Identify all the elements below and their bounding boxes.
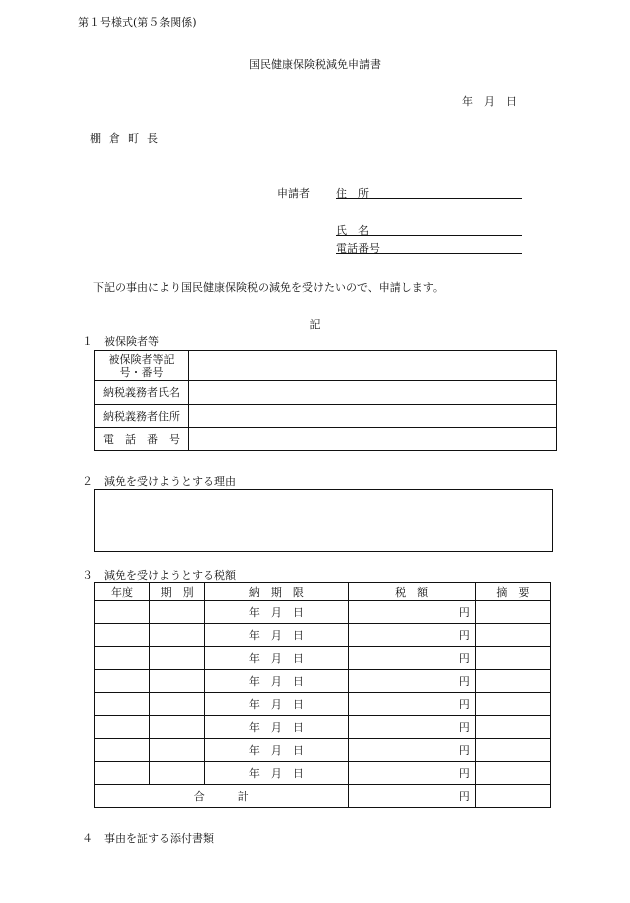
fiscal-year-cell[interactable] [95,647,150,670]
total-row [95,785,551,808]
header-fiscal-year: 年度 [95,583,150,601]
taxpayer-address-label: 納税義務者住所 [95,405,189,428]
taxpayer-name-field[interactable] [189,381,557,405]
due-date-cell[interactable]: 年 月 日 [205,762,348,785]
due-date-cell[interactable]: 年 月 日 [205,647,348,670]
due-date-cell[interactable]: 年 月 日 [205,716,348,739]
header-due-date: 納 期 限 [205,583,348,601]
period-cell[interactable] [150,739,205,762]
fiscal-year-cell[interactable] [95,693,150,716]
period-cell[interactable] [150,762,205,785]
tax-amount-cell[interactable]: 円 [348,762,475,785]
insured-table [94,350,557,451]
name-field[interactable] [336,235,522,236]
tax-row [95,716,551,739]
tax-amount-cell[interactable]: 円 [348,601,475,624]
remarks-cell[interactable] [475,716,550,739]
insured-number-field[interactable] [189,351,557,381]
fiscal-year-cell[interactable] [95,670,150,693]
due-date-cell[interactable]: 年 月 日 [205,739,348,762]
remarks-cell[interactable] [475,693,550,716]
address-label: 住 所 [336,187,369,200]
date-line: 年 月 日 [462,95,517,108]
request-text: 下記の事由により国民健康保険税の減免を受けたいので、申請します。 [93,281,444,294]
phone-field[interactable] [336,253,522,254]
remarks-cell[interactable] [475,670,550,693]
taxpayer-address-field[interactable] [189,405,557,428]
total-amount-cell[interactable]: 円 [348,785,475,808]
period-cell[interactable] [150,670,205,693]
due-date-cell[interactable]: 年 月 日 [205,601,348,624]
period-cell[interactable] [150,601,205,624]
section-1-title: １ 被保険者等 [82,335,159,348]
tax-row [95,762,551,785]
form-number: 第１号様式(第５条関係) [78,16,197,29]
reason-field[interactable] [94,489,553,552]
tax-amount-cell[interactable]: 円 [348,647,475,670]
section-4-title: ４ 事由を証する添付書類 [82,832,214,845]
remarks-cell[interactable] [475,739,550,762]
tax-amount-cell[interactable]: 円 [348,693,475,716]
tax-row [95,601,551,624]
addressee: 棚倉町長 [90,132,166,145]
remarks-cell[interactable] [475,624,550,647]
period-cell[interactable] [150,716,205,739]
fiscal-year-cell[interactable] [95,624,150,647]
tax-amount-cell[interactable]: 円 [348,624,475,647]
tax-amount-cell[interactable]: 円 [348,670,475,693]
applicant-label: 申請者 [277,187,310,200]
tax-amount-cell[interactable]: 円 [348,716,475,739]
fiscal-year-cell[interactable] [95,716,150,739]
period-cell[interactable] [150,693,205,716]
due-date-cell[interactable]: 年 月 日 [205,693,348,716]
tax-row [95,670,551,693]
section-2-title: ２ 減免を受けようとする理由 [82,475,236,488]
taxpayer-name-label: 納税義務者氏名 [95,381,189,405]
period-cell[interactable] [150,647,205,670]
remarks-cell[interactable] [475,647,550,670]
phone-number-field[interactable] [189,428,557,451]
header-period: 期 別 [150,583,205,601]
due-date-cell[interactable]: 年 月 日 [205,624,348,647]
tax-row [95,647,551,670]
phone-number-label: 電 話 番 号 [95,428,189,451]
tax-row [95,624,551,647]
total-remarks-cell[interactable] [475,785,550,808]
insured-number-label: 被保険者等記 号・番号 [95,351,189,381]
fiscal-year-cell[interactable] [95,739,150,762]
period-cell[interactable] [150,624,205,647]
name-label: 氏 名 [336,224,369,237]
remarks-cell[interactable] [475,762,550,785]
tax-amount-table [94,582,551,808]
section-3-title: ３ 減免を受けようとする税額 [82,569,236,582]
tax-row [95,739,551,762]
record-label: 記 [309,318,321,331]
phone-label: 電話番号 [336,242,380,255]
fiscal-year-cell[interactable] [95,601,150,624]
address-field[interactable] [336,198,522,199]
tax-amount-cell[interactable]: 円 [348,739,475,762]
remarks-cell[interactable] [475,601,550,624]
due-date-cell[interactable]: 年 月 日 [205,670,348,693]
header-tax-amount: 税 額 [348,583,475,601]
total-label: 合 計 [95,785,349,808]
document-title: 国民健康保険税減免申請書 [249,58,381,71]
tax-row [95,693,551,716]
header-remarks: 摘 要 [475,583,550,601]
fiscal-year-cell[interactable] [95,762,150,785]
